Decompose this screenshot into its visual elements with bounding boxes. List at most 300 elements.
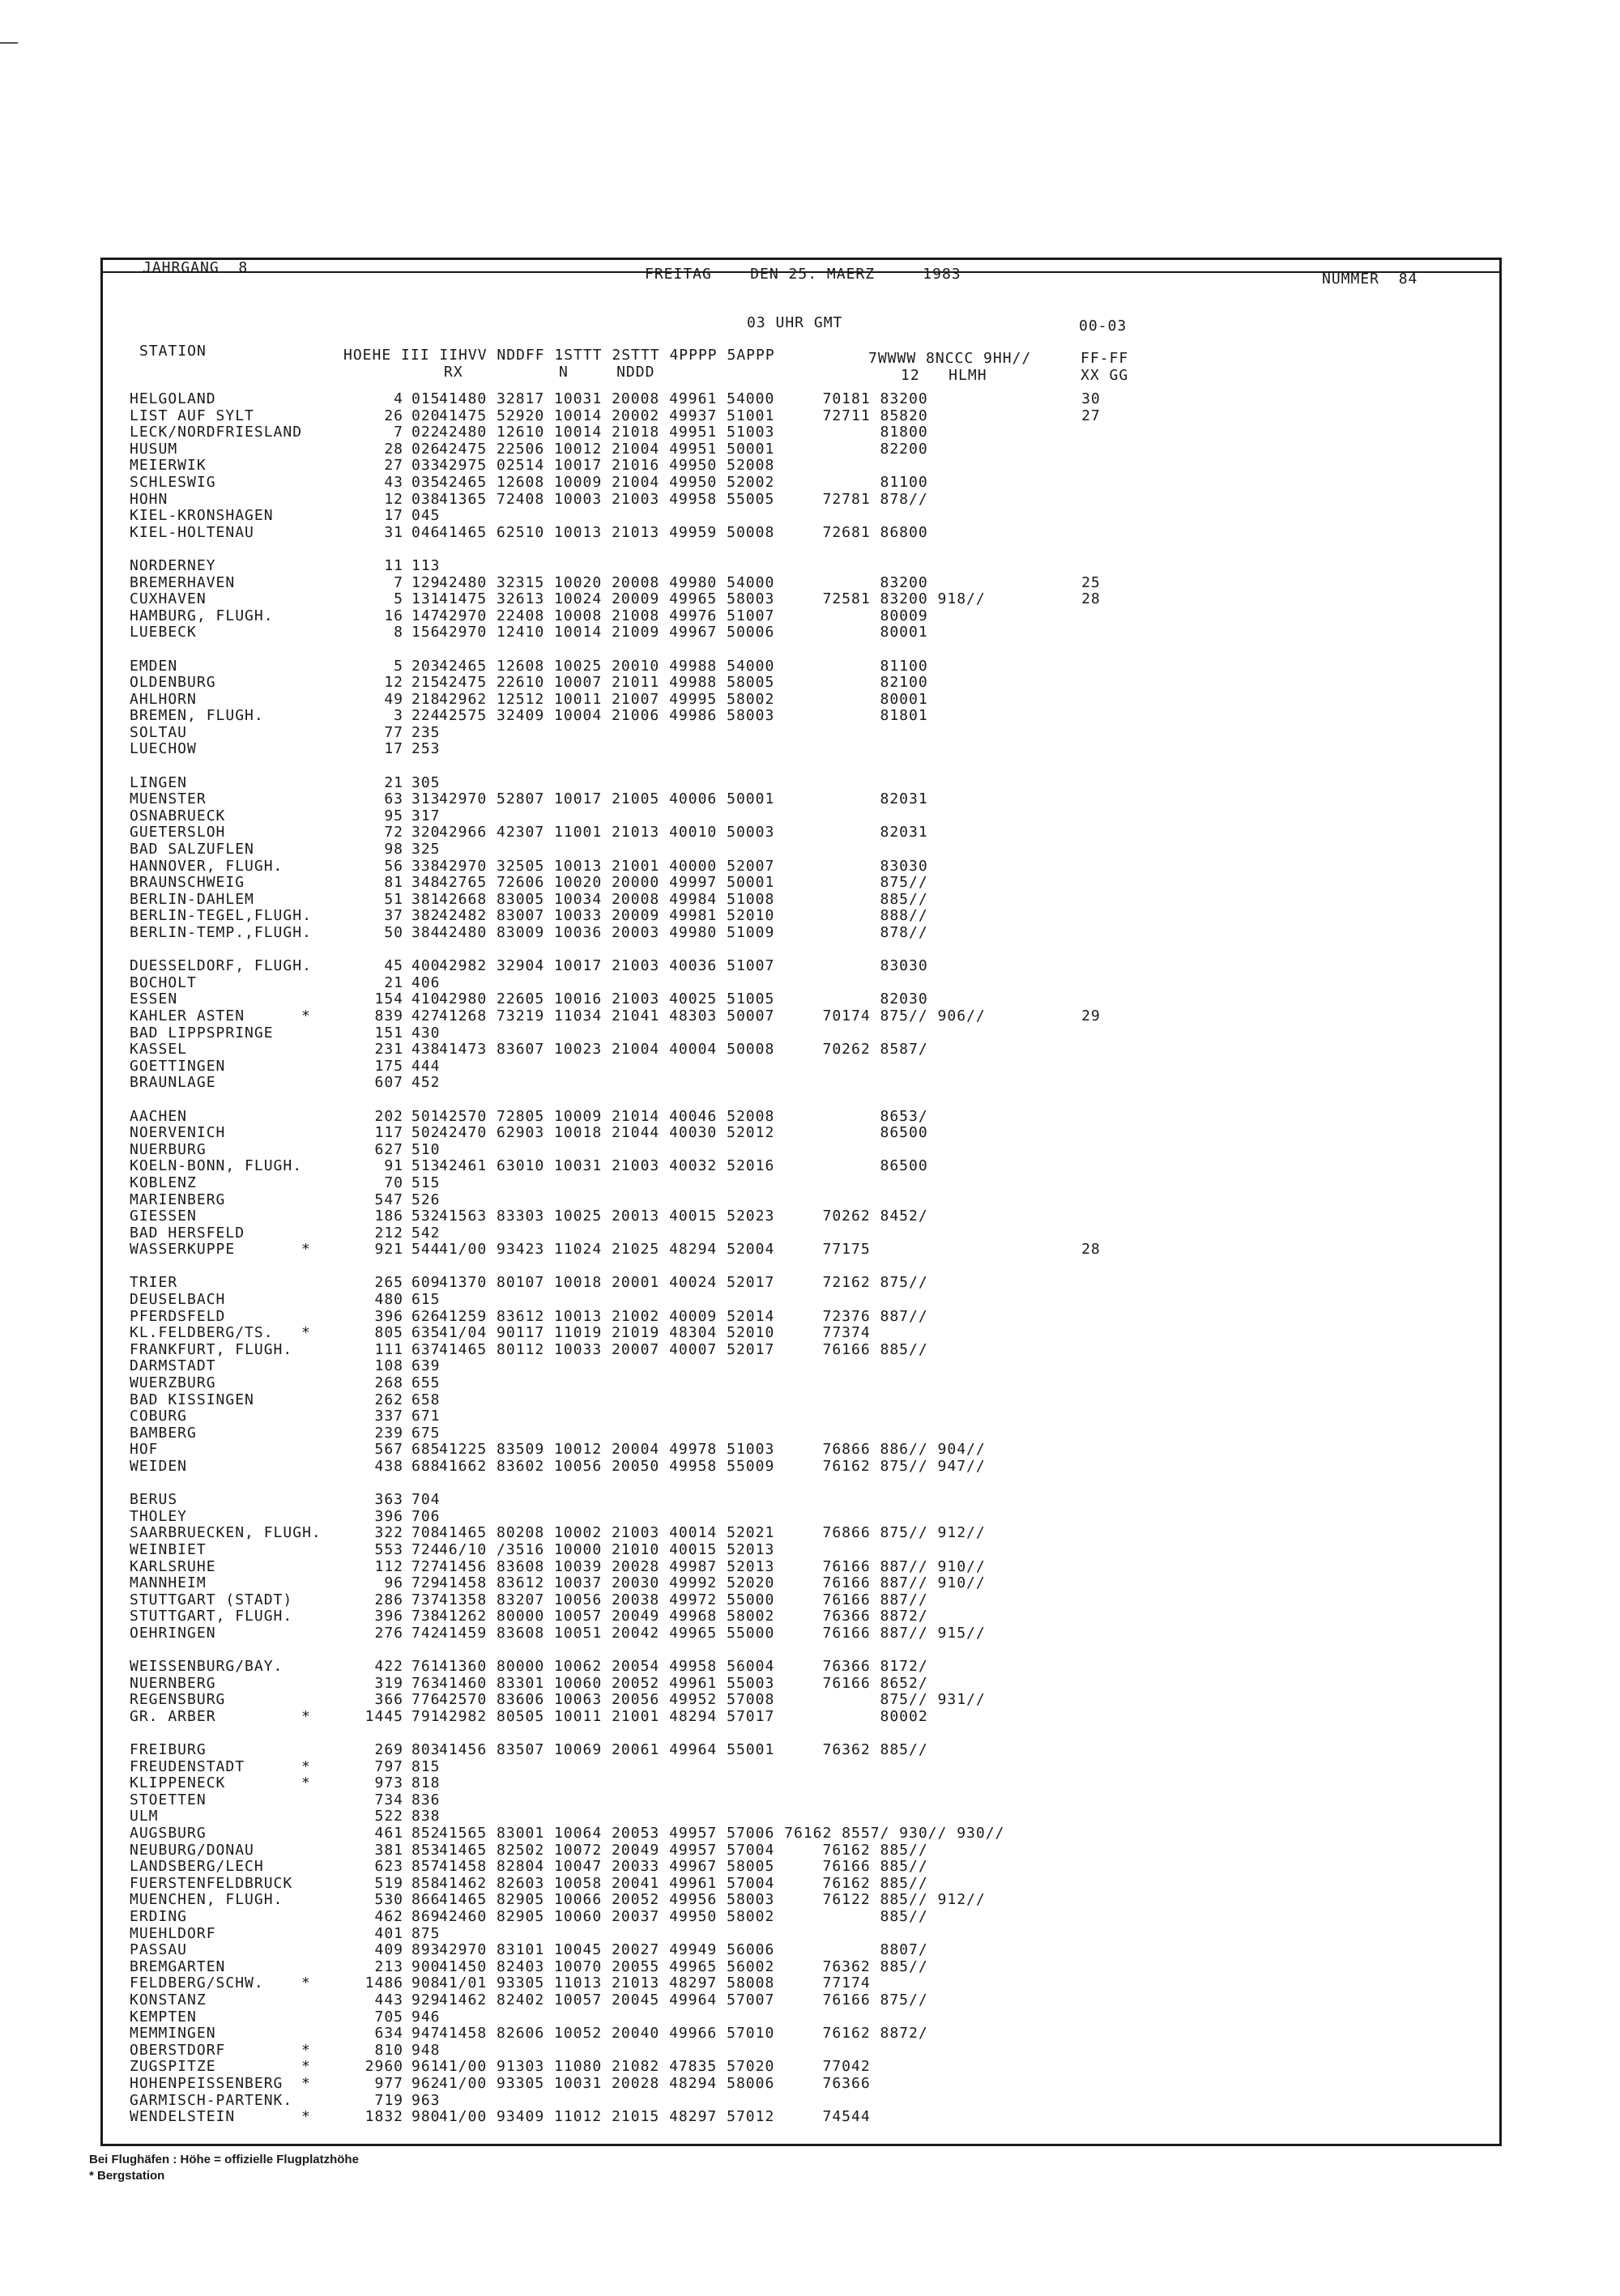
table-row [130, 958, 1183, 975]
station-height: 11 [384, 556, 403, 574]
mountain-marker: * [301, 2074, 311, 2092]
station-name: BERLIN-TEMP.,FLUGH. [130, 924, 312, 941]
table-row [130, 1492, 1183, 1509]
station-id: 729 [411, 1574, 441, 1592]
station-height: 607 [374, 1074, 403, 1092]
station-id: 026 [411, 440, 441, 458]
station-id: 513 [411, 1157, 441, 1175]
synop-data: 41565 83001 10064 20053 49957 57006 76162 8557/ 930// 930// [439, 1825, 1005, 1842]
table-row [130, 1676, 1183, 1693]
station-name: HUSUM [130, 440, 178, 458]
column-header-line1c: FF-FF [1081, 350, 1129, 367]
column-header-line2c: XX GG [1081, 367, 1129, 384]
station-id: 609 [411, 1274, 441, 1292]
station-id: 430 [411, 1024, 441, 1042]
station-id: 803 [411, 1741, 441, 1759]
table-row [130, 1025, 1183, 1042]
station-height: 810 [374, 2041, 403, 2059]
mountain-marker: * [301, 1774, 311, 1792]
station-id: 615 [411, 1291, 441, 1309]
table-row [130, 475, 1183, 492]
station-name: KIEL-KRONSHAGEN [130, 507, 274, 525]
table-row [130, 808, 1183, 825]
table-row [130, 1158, 1183, 1175]
station-id: 113 [411, 556, 441, 574]
station-name: BAD SALZUFLEN [130, 841, 254, 858]
table-row [130, 824, 1183, 841]
station-id: 203 [411, 657, 441, 675]
station-height: 7 [394, 424, 403, 441]
station-name: HOF [130, 1441, 159, 1459]
station-id: 818 [411, 1774, 441, 1792]
table-row [130, 692, 1183, 709]
station-id: 626 [411, 1307, 441, 1325]
nummer: NUMMER 84 [1322, 270, 1418, 288]
synop-data: 42970 52807 10017 21005 40006 50001 82031 [439, 790, 928, 808]
synop-data: 41262 80000 10057 20049 49968 58002 76366 8872/ [439, 1608, 928, 1625]
station-name: DUESSELDORF, FLUGH. [130, 957, 312, 975]
station-id: 253 [411, 740, 441, 758]
station-id: 015 [411, 390, 441, 407]
table-row [130, 2076, 1183, 2093]
table-row [130, 1275, 1183, 1292]
station-height: 27 [384, 457, 403, 475]
station-height: 17 [384, 740, 403, 758]
station-id: 045 [411, 507, 441, 525]
station-id: 706 [411, 1507, 441, 1525]
group-gap [130, 758, 1183, 775]
table-row [130, 391, 1183, 408]
station-name: HELGOLAND [130, 390, 216, 407]
synop-data: 41365 72408 10003 21003 49958 55005 72781 878// [439, 490, 928, 508]
mountain-marker: * [301, 1974, 311, 1992]
station-name: KLIPPENECK [130, 1774, 226, 1792]
mountain-marker: * [301, 1007, 311, 1024]
station-height: 72 [384, 824, 403, 841]
station-height: 322 [374, 1524, 403, 1542]
station-id: 655 [411, 1374, 441, 1392]
station-id: 980 [411, 2108, 441, 2126]
station-id: 427 [411, 1007, 441, 1024]
mountain-marker: * [301, 1707, 311, 1725]
synop-data: 42982 80505 10011 21001 48294 57017 80002 [439, 1707, 928, 1725]
station-column-header: STATION [139, 343, 207, 360]
station-height: 634 [374, 2025, 403, 2043]
station-name: STOETTEN [130, 1791, 207, 1808]
table-row [130, 1892, 1183, 1909]
station-id: 688 [411, 1458, 441, 1475]
station-name: FREIBURG [130, 1741, 207, 1759]
station-height: 96 [384, 1574, 403, 1592]
station-height: 98 [384, 841, 403, 858]
station-id: 020 [411, 407, 441, 424]
station-name: BREMEN, FLUGH. [130, 707, 264, 725]
station-height: 4 [394, 390, 403, 407]
table-row [130, 1759, 1183, 1776]
station-height: 363 [374, 1491, 403, 1509]
station-height: 462 [374, 1908, 403, 1926]
table-row [130, 1075, 1183, 1092]
station-id: 348 [411, 874, 441, 892]
station-height: 265 [374, 1274, 403, 1292]
station-height: 396 [374, 1608, 403, 1625]
table-row [130, 775, 1183, 792]
table-row [130, 1509, 1183, 1526]
station-id: 947 [411, 2025, 441, 2043]
table-row [130, 1292, 1183, 1309]
synop-data: 42475 22610 10007 21011 49988 58005 82100 [439, 674, 928, 692]
table-row [130, 708, 1183, 725]
station-height: 70 [384, 1174, 403, 1191]
table-row [130, 1309, 1183, 1326]
station-name: LANDSBERG/LECH [130, 1858, 264, 1876]
station-height: 50 [384, 924, 403, 941]
station-name: DEUSELBACH [130, 1291, 226, 1309]
synop-data: 41465 82502 10072 20049 49957 57004 76162 885// [439, 1841, 928, 1859]
station-name: WUERZBURG [130, 1374, 216, 1392]
station-name: REGENSBURG [130, 1691, 226, 1709]
synop-data: 41268 73219 11034 21041 48303 50007 70174 875// 906// 29 [439, 1007, 1101, 1024]
station-id: 313 [411, 790, 441, 808]
station-name: FUERSTENFELDBRUCK [130, 1874, 293, 1892]
table-row [130, 1525, 1183, 1542]
synop-data: 42465 12608 10025 20010 49988 54000 81100 [439, 657, 928, 675]
table-row [130, 1608, 1183, 1625]
table-row [130, 925, 1183, 942]
station-id: 708 [411, 1524, 441, 1542]
station-id: 963 [411, 2091, 441, 2109]
station-height: 286 [374, 1591, 403, 1608]
table-row [130, 1842, 1183, 1859]
station-height: 21 [384, 773, 403, 791]
station-name: STUTTGART, FLUGH. [130, 1608, 293, 1625]
synop-data: 42970 22408 10008 21008 49976 51007 80009 [439, 607, 928, 624]
table-row [130, 1692, 1183, 1709]
station-height: 26 [384, 407, 403, 424]
station-height: 111 [374, 1340, 403, 1358]
station-id: 671 [411, 1408, 441, 1425]
station-height: 269 [374, 1741, 403, 1759]
table-row [130, 1008, 1183, 1025]
table-row [130, 1926, 1183, 1943]
station-id: 658 [411, 1391, 441, 1408]
table-row [130, 908, 1183, 925]
station-name: KL.FELDBERG/TS. [130, 1324, 274, 1342]
station-height: 567 [374, 1441, 403, 1459]
station-name: NUERNBERG [130, 1674, 216, 1692]
station-name: GR. ARBER [130, 1707, 216, 1725]
station-height: 1832 [364, 2108, 403, 2126]
station-id: 410 [411, 990, 441, 1008]
synop-data: 41473 83607 10023 21004 40004 50008 70262 8587/ [439, 1041, 928, 1059]
table-row [130, 424, 1183, 441]
station-id: 131 [411, 590, 441, 608]
station-height: 151 [374, 1024, 403, 1042]
column-header-line2b: 12 HLMH [901, 367, 987, 384]
station-id: 382 [411, 907, 441, 925]
table-row [130, 1325, 1183, 1342]
station-id: 035 [411, 473, 441, 491]
station-name: MUENSTER [130, 790, 207, 808]
station-id: 532 [411, 1208, 441, 1225]
synop-data: 41/04 90117 11019 21019 48304 52010 77374 [439, 1324, 871, 1342]
station-height: 239 [374, 1424, 403, 1442]
synop-data: 41480 32817 10031 20008 49961 54000 70181 83200 30 [439, 390, 1101, 407]
station-id: 338 [411, 857, 441, 875]
station-height: 461 [374, 1825, 403, 1842]
table-row [130, 1709, 1183, 1726]
station-name: GIESSEN [130, 1208, 197, 1225]
synop-data: 42465 12608 10009 21004 49950 52002 81100 [439, 473, 928, 491]
station-height: 63 [384, 790, 403, 808]
synop-data: 41/01 93305 11013 21013 48297 58008 77174 [439, 1974, 871, 1992]
synop-data: 41/00 93423 11024 21025 48294 52004 77175 28 [439, 1241, 1101, 1259]
station-name: OBERSTDORF [130, 2041, 226, 2059]
table-row [130, 2026, 1183, 2043]
group-gap [130, 1476, 1183, 1493]
mountain-marker: * [301, 1757, 311, 1775]
station-id: 946 [411, 2008, 441, 2026]
table-row [130, 1559, 1183, 1576]
synop-data: 42970 12410 10014 21009 49967 50006 80001 [439, 624, 928, 641]
station-name: BRAUNSCHWEIG [130, 874, 245, 892]
station-id: 685 [411, 1441, 441, 1459]
table-row [130, 892, 1183, 909]
table-row [130, 1959, 1183, 1976]
station-id: 763 [411, 1674, 441, 1692]
station-name: BOCHOLT [130, 973, 197, 991]
station-name: MEIERWIK [130, 457, 207, 475]
synop-data: 42575 32409 10004 21006 49986 58003 81801 [439, 707, 928, 725]
station-name: KARLSRUHE [130, 1557, 216, 1575]
station-name: GOETTINGEN [130, 1057, 226, 1075]
station-height: 480 [374, 1291, 403, 1309]
table-row [130, 508, 1183, 525]
scan-edge-mark [0, 42, 18, 44]
station-height: 212 [374, 1224, 403, 1242]
station-id: 908 [411, 1974, 441, 1992]
station-name: BRAUNLAGE [130, 1074, 216, 1092]
station-name: FREUDENSTADT [130, 1757, 245, 1775]
table-row [130, 1992, 1183, 2009]
table-row [130, 1358, 1183, 1375]
table-row [130, 741, 1183, 758]
table-row [130, 991, 1183, 1008]
station-height: 91 [384, 1157, 403, 1175]
station-height: 3 [394, 707, 403, 725]
table-row [130, 1592, 1183, 1609]
report-time: 03 UHR GMT [747, 314, 843, 331]
table-row [130, 791, 1183, 808]
station-height: 8 [394, 624, 403, 641]
table-row [130, 875, 1183, 892]
station-id: 305 [411, 773, 441, 791]
station-name: LECK/NORDFRIESLAND [130, 424, 303, 441]
mountain-marker: * [301, 2041, 311, 2059]
station-id: 502 [411, 1124, 441, 1142]
table-row [130, 1442, 1183, 1459]
station-id: 510 [411, 1140, 441, 1158]
table-row [130, 1242, 1183, 1259]
group-gap [130, 641, 1183, 658]
table-row [130, 1792, 1183, 1809]
station-height: 108 [374, 1357, 403, 1375]
station-name: BAD HERSFELD [130, 1224, 245, 1242]
table-row [130, 1909, 1183, 1926]
group-gap [130, 1642, 1183, 1659]
station-id: 033 [411, 457, 441, 475]
column-header-line1: HOEHE III IIHVV NDDFF 1STTT 2STTT 4PPPP 5APPP [343, 347, 775, 364]
station-id: 515 [411, 1174, 441, 1191]
station-id: 235 [411, 723, 441, 741]
station-name: HOHENPEISSENBERG [130, 2074, 284, 2092]
table-row [130, 1876, 1183, 1893]
station-id: 836 [411, 1791, 441, 1808]
table-row [130, 492, 1183, 509]
station-name: MARIENBERG [130, 1191, 226, 1208]
station-id: 406 [411, 973, 441, 991]
station-name: SOLTAU [130, 723, 188, 741]
station-id: 761 [411, 1658, 441, 1676]
station-height: 231 [374, 1041, 403, 1059]
station-name: LIST AUF SYLT [130, 407, 254, 424]
table-row [130, 2093, 1183, 2110]
table-row [130, 525, 1183, 542]
station-height: 12 [384, 490, 403, 508]
station-height: 16 [384, 607, 403, 624]
station-name: WEINBIET [130, 1540, 207, 1558]
column-header-line1b: 7WWWW 8NCCC 9HH// [868, 350, 1032, 367]
station-height: 49 [384, 690, 403, 708]
station-name: MANNHEIM [130, 1574, 207, 1592]
table-row [130, 608, 1183, 625]
station-id: 737 [411, 1591, 441, 1608]
station-height: 112 [374, 1557, 403, 1575]
station-height: 1445 [364, 1707, 403, 1725]
table-row [130, 1425, 1183, 1442]
station-name: WEISSENBURG/BAY. [130, 1658, 284, 1676]
station-id: 962 [411, 2074, 441, 2092]
synop-data: 42570 72805 10009 21014 40046 52008 8653/ [439, 1107, 928, 1125]
synop-data: 41259 83612 10013 21002 40009 52014 72376 887// [439, 1307, 928, 1325]
station-height: 12 [384, 674, 403, 692]
station-height: 519 [374, 1874, 403, 1892]
station-id: 675 [411, 1424, 441, 1442]
table-row [130, 1459, 1183, 1476]
station-name: ERDING [130, 1908, 188, 1926]
station-name: STUTTGART (STADT) [130, 1591, 293, 1608]
synop-data: 41/00 91303 11080 21082 47835 57020 77042 [439, 2058, 871, 2076]
station-name: FRANKFURT, FLUGH. [130, 1340, 293, 1358]
station-id: 325 [411, 841, 441, 858]
station-id: 452 [411, 1074, 441, 1092]
station-height: 319 [374, 1674, 403, 1692]
station-id: 526 [411, 1191, 441, 1208]
station-height: 21 [384, 973, 403, 991]
synop-data: 41460 83301 10060 20052 49961 55003 76166 8652/ [439, 1674, 928, 1692]
synop-data: 42962 12512 10011 21007 49995 58002 80001 [439, 690, 928, 708]
synop-data: 41458 83612 10037 20030 49992 52020 76166 887// 910// [439, 1574, 986, 1592]
station-height: 553 [374, 1540, 403, 1558]
synop-data: 41358 83207 10056 20038 49972 55000 76166 887// [439, 1591, 928, 1608]
station-name: AACHEN [130, 1107, 188, 1125]
station-height: 719 [374, 2091, 403, 2109]
station-id: 637 [411, 1340, 441, 1358]
table-row [130, 1808, 1183, 1825]
station-name: MUENCHEN, FLUGH. [130, 1891, 284, 1909]
synop-data: 41456 83608 10039 20028 49987 52013 76166 887// 910// [439, 1557, 986, 1575]
synop-data: 42480 12610 10014 21018 49951 51003 81800 [439, 424, 928, 441]
station-name: BAD LIPPSPRINGE [130, 1024, 274, 1042]
synop-data: 41475 52920 10014 20002 49937 51001 72711 85820 27 [439, 407, 1101, 424]
station-name: KEMPTEN [130, 2008, 197, 2026]
station-height: 623 [374, 1858, 403, 1876]
station-name: NUERBURG [130, 1140, 207, 1158]
table-row [130, 458, 1183, 475]
station-name: BAMBERG [130, 1424, 197, 1442]
synop-data: 42982 32904 10017 21003 40036 51007 83030 [439, 957, 928, 975]
station-name: NOERVENICH [130, 1124, 226, 1142]
group-gap [130, 1092, 1183, 1109]
station-id: 893 [411, 1941, 441, 1959]
station-id: 215 [411, 674, 441, 692]
station-height: 422 [374, 1658, 403, 1676]
table-row [130, 441, 1183, 458]
synop-data: 42765 72606 10020 20000 49997 50001 875// [439, 874, 928, 892]
station-id: 320 [411, 824, 441, 841]
synop-data: 41465 82905 10066 20052 49956 58003 76122 885// 912// [439, 1891, 986, 1909]
station-name: OLDENBURG [130, 674, 216, 692]
table-row [130, 1392, 1183, 1409]
group-gap [130, 1259, 1183, 1276]
table-row [130, 1208, 1183, 1225]
station-height: 5 [394, 590, 403, 608]
table-row [130, 624, 1183, 641]
station-height: 409 [374, 1941, 403, 1959]
station-height: 268 [374, 1374, 403, 1392]
table-row [130, 675, 1183, 692]
table-row [130, 1742, 1183, 1759]
station-height: 547 [374, 1191, 403, 1208]
footnote-mountain: * Bergstation [89, 2169, 165, 2183]
station-height: 31 [384, 523, 403, 541]
station-height: 443 [374, 1991, 403, 2008]
station-name: GARMISCH-PARTENK. [130, 2091, 293, 2109]
station-name: PASSAU [130, 1941, 188, 1959]
synop-data: 41465 62510 10013 21013 49959 50008 72681 86800 [439, 523, 928, 541]
station-height: 921 [374, 1241, 403, 1259]
station-height: 2960 [364, 2058, 403, 2076]
footnote-airport: Bei Flughäfen : Höhe = offizielle Flugplatzhöhe [89, 2153, 359, 2166]
station-id: 875 [411, 1924, 441, 1942]
station-id: 444 [411, 1057, 441, 1075]
station-id: 727 [411, 1557, 441, 1575]
station-id: 317 [411, 807, 441, 824]
station-id: 635 [411, 1324, 441, 1342]
station-height: 381 [374, 1841, 403, 1859]
station-height: 438 [374, 1458, 403, 1475]
table-row [130, 2059, 1183, 2076]
jahrgang: JAHRGANG 8 [143, 259, 249, 276]
station-name: AHLHORN [130, 690, 197, 708]
station-name: SAARBRUECKEN, FLUGH. [130, 1524, 322, 1542]
station-name: AUGSBURG [130, 1825, 207, 1842]
synop-data: 42970 32505 10013 21001 40000 52007 83030 [439, 857, 928, 875]
synop-data: 41458 82804 10047 20033 49967 58005 76166 885// [439, 1858, 928, 1876]
station-id: 046 [411, 523, 441, 541]
synop-data: 41462 82603 10058 20041 49961 57004 76162 885// [439, 1874, 928, 1892]
group-gap [130, 1726, 1183, 1743]
